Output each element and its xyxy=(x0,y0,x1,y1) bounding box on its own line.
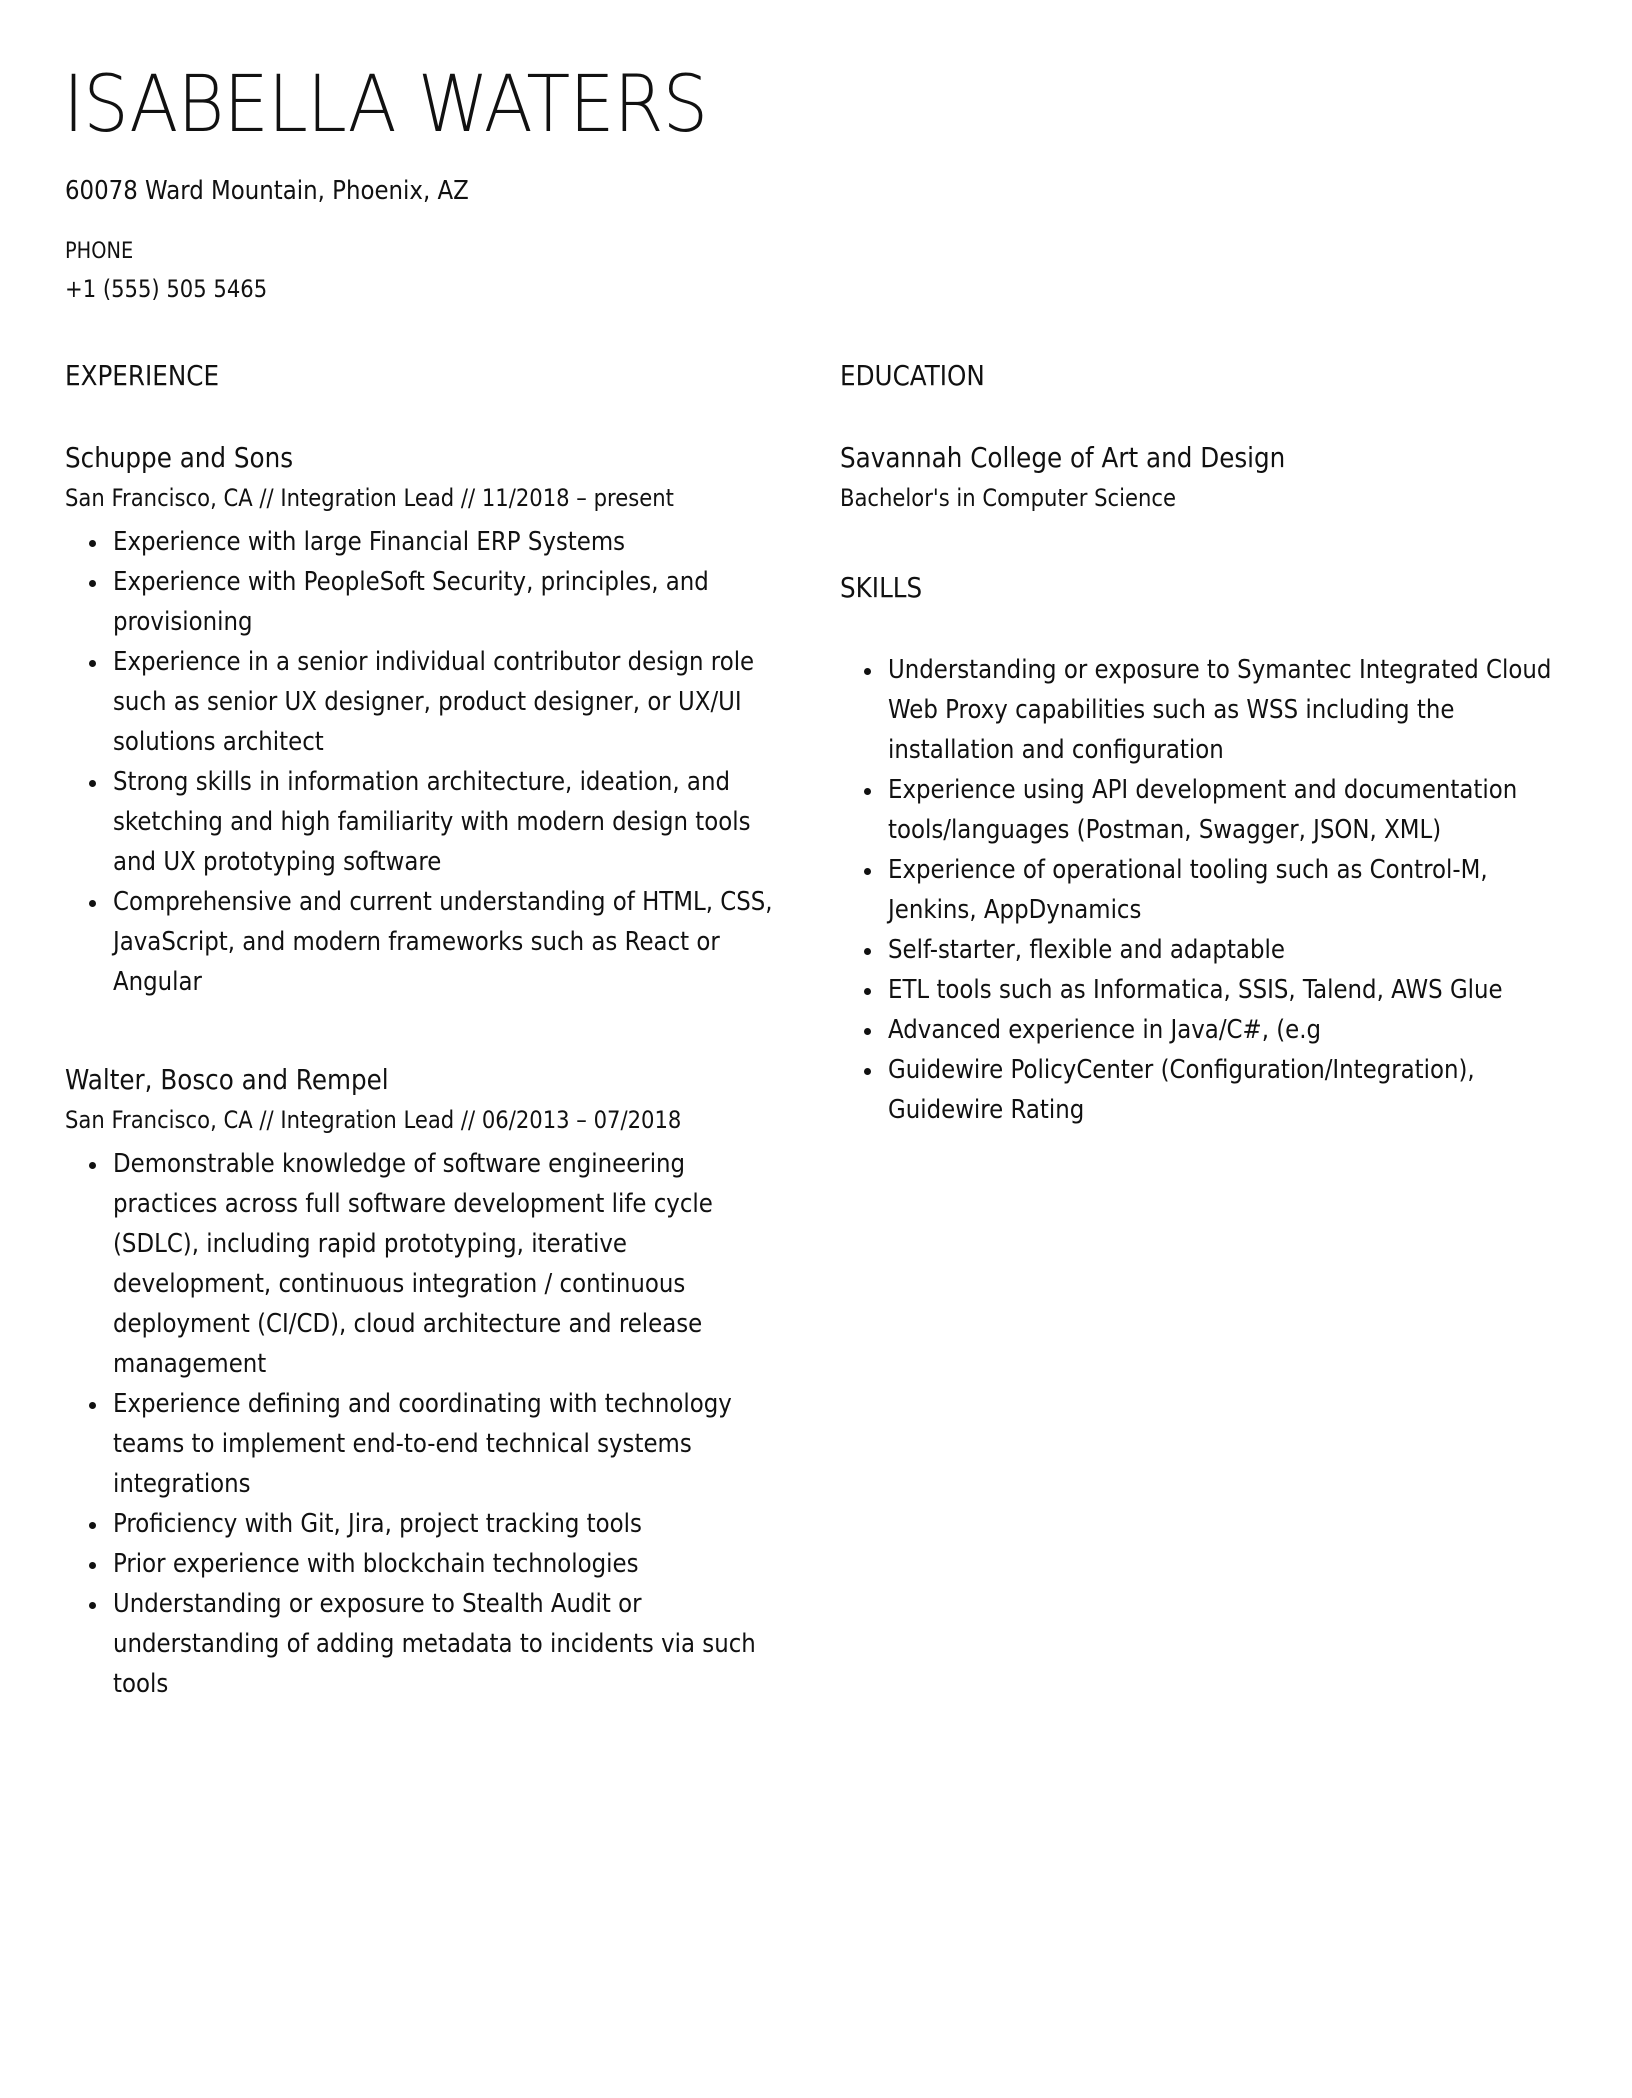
school-name: Savannah College of Art and Design xyxy=(840,441,1286,474)
job-entry xyxy=(65,1060,795,1704)
skill-text: Understanding or exposure to Symantec Integrated Cloud Web Proxy capabilities such as WSS including the installation and configuration xyxy=(888,655,1552,765)
job-meta: San Francisco, CA // Integration Lead // 11/2018 – present xyxy=(65,484,674,512)
bullet-text: Experience in a senior individual contributor design role such as senior UX designer, product designer, or UX/UI solutions architect xyxy=(113,647,755,757)
bullet-text: Comprehensive and current understanding of HTML, CSS, JavaScript, and modern frameworks such as React or Angular xyxy=(113,887,773,997)
job-company: Schuppe and Sons xyxy=(65,441,294,474)
job-bullets xyxy=(65,1144,795,1704)
list-item xyxy=(113,1544,795,1584)
bullet-text: Understanding or exposure to Stealth Audit or understanding of adding metadata to incidents via such tools xyxy=(113,1589,756,1699)
degree: Bachelor's in Computer Science xyxy=(840,484,1176,512)
bullet-text: Strong skills in information architecture, ideation, and sketching and high familiarity with modern design tools and UX prototyping software xyxy=(113,767,751,877)
bullet-text: Experience with large Financial ERP Systems xyxy=(113,527,626,557)
list-item xyxy=(113,882,795,1002)
list-item xyxy=(113,1584,795,1704)
bullet-text: Experience defining and coordinating with technology teams to implement end-to-end technical systems integrations xyxy=(113,1389,732,1499)
skill-text: ETL tools such as Informatica, SSIS, Talend, AWS Glue xyxy=(888,975,1503,1005)
list-item xyxy=(888,1010,1570,1050)
list-item xyxy=(888,850,1570,930)
skills-list xyxy=(840,650,1570,1130)
experience-section xyxy=(65,356,795,1762)
address: 60078 Ward Mountain, Phoenix, AZ xyxy=(65,176,469,206)
job-meta: San Francisco, CA // Integration Lead // 06/2013 – 07/2018 xyxy=(65,1106,682,1134)
job-bullets xyxy=(65,522,795,1002)
list-item xyxy=(113,1504,795,1544)
phone-label: PHONE xyxy=(65,239,134,264)
list-item xyxy=(113,642,795,762)
education-entry xyxy=(840,438,1570,522)
skill-text: Self-starter, flexible and adaptable xyxy=(888,935,1285,965)
phone-number: +1 (555) 505 5465 xyxy=(65,275,268,303)
skill-text: Advanced experience in Java/C#, (e.g xyxy=(888,1015,1322,1045)
list-item xyxy=(113,1144,795,1384)
list-item xyxy=(113,522,795,562)
bullet-text: Experience with PeopleSoft Security, principles, and provisioning xyxy=(113,567,709,637)
list-item xyxy=(888,1050,1570,1130)
job-entry xyxy=(65,438,795,1002)
skill-text: Experience of operational tooling such as Control-M, Jenkins, AppDynamics xyxy=(888,855,1488,925)
list-item xyxy=(113,1384,795,1504)
bullet-text: Proficiency with Git, Jira, project tracking tools xyxy=(113,1509,642,1539)
skill-text: Guidewire PolicyCenter (Configuration/Integration), Guidewire Rating xyxy=(888,1055,1475,1125)
skill-text: Experience using API development and documentation tools/languages (Postman, Swagger, JSON, XML) xyxy=(888,775,1518,845)
candidate-name: ISABELLA WATERS xyxy=(63,60,708,150)
bullet-text: Demonstrable knowledge of software engineering practices across full software development life cycle (SDLC), including rapid prototyping, iterative development, continuous integration / continuous deployment (CI/CD), cloud architecture and release management xyxy=(113,1149,713,1379)
list-item xyxy=(113,762,795,882)
list-item xyxy=(888,770,1570,850)
experience-heading: EXPERIENCE xyxy=(65,359,220,392)
skills-heading: SKILLS xyxy=(840,571,923,604)
bullet-text: Prior experience with blockchain technologies xyxy=(113,1549,639,1579)
list-item xyxy=(888,930,1570,970)
education-heading: EDUCATION xyxy=(840,359,985,392)
list-item xyxy=(113,562,795,642)
list-item xyxy=(888,650,1570,770)
right-column xyxy=(840,356,1570,1130)
list-item xyxy=(888,970,1570,1010)
job-company: Walter, Bosco and Rempel xyxy=(65,1063,389,1096)
